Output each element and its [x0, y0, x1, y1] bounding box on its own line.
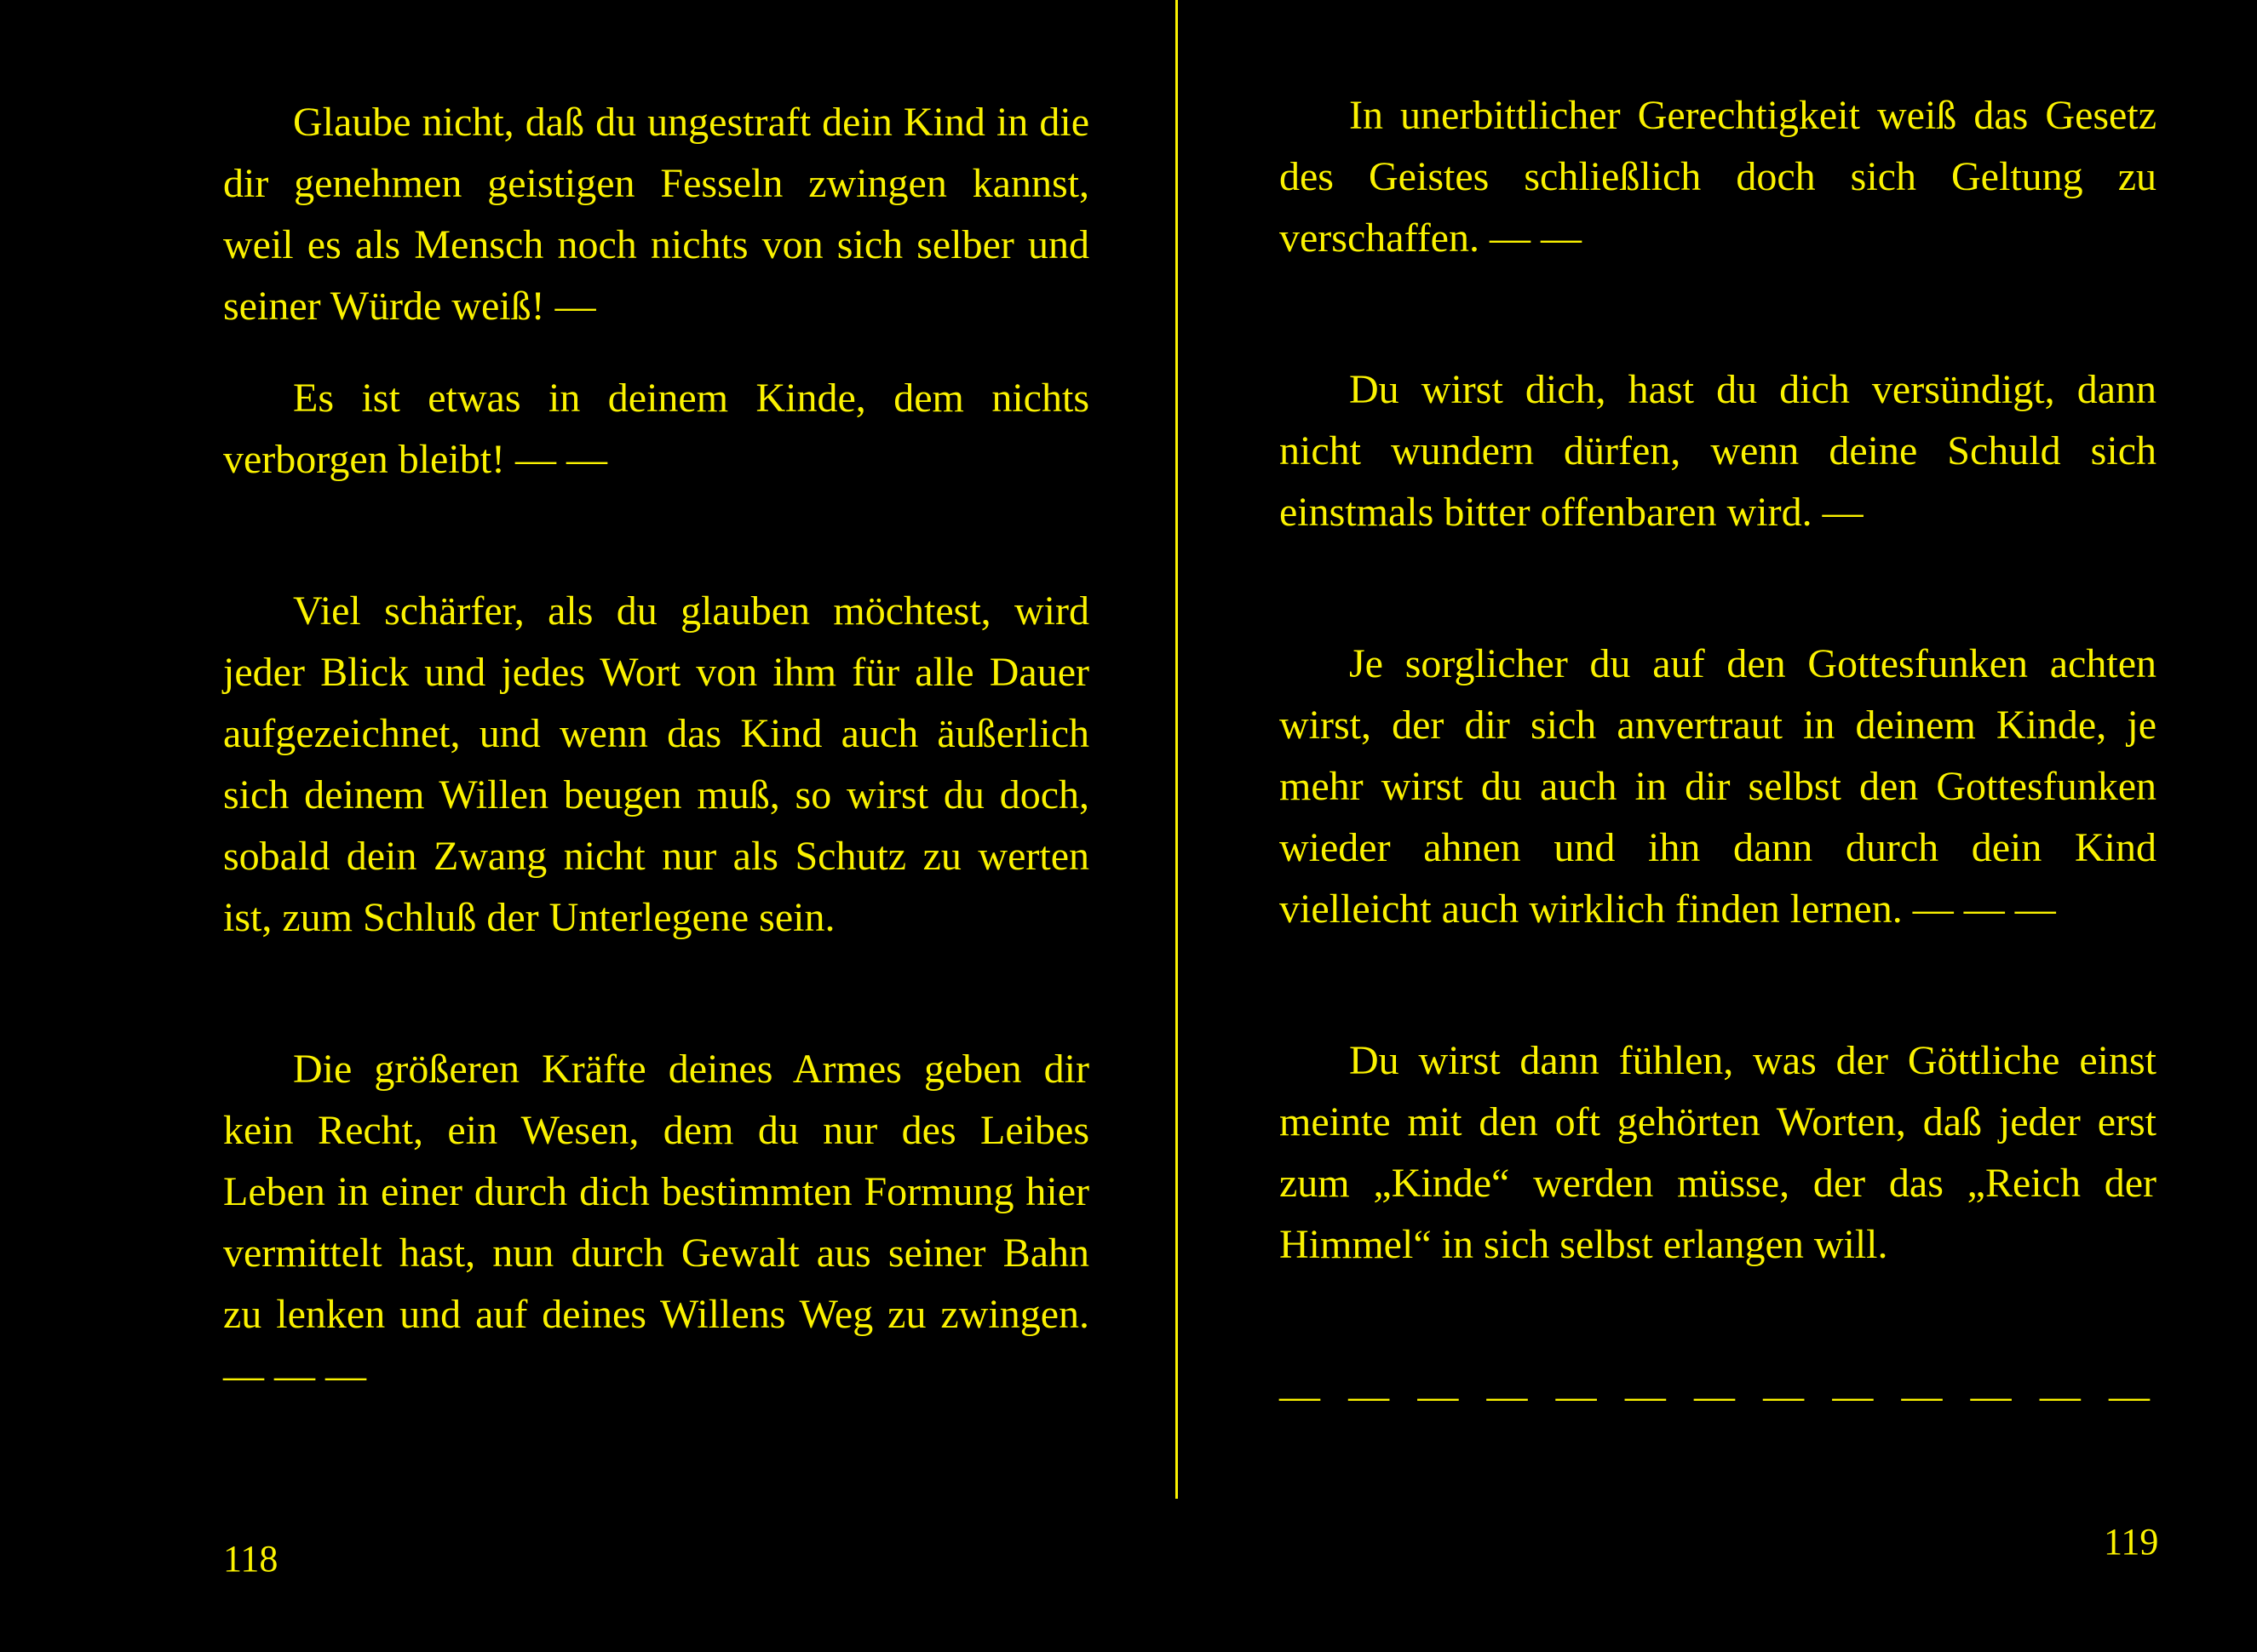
- right-paragraph-1: In unerbittlicher Gerechtigkeit weiß das Gesetz des Geistes schließlich doch sich Geltung zu verschaffen. — —: [1279, 93, 2156, 261]
- right-page: [1180, 0, 2257, 1652]
- left-paragraph-4: Die größeren Kräfte deines Armes geben dir kein Recht, ein Wesen, dem du nur des Leibes Leben in einer durch dich bestimmten Formung hier vermittelt hast, nun durch Gewalt aus seiner Bahn zu lenken und auf deines Willens Weg zu zwingen. — — —: [223, 1047, 1089, 1398]
- right-paragraph-3: Je sorglicher du auf den Gottesfunken achten wirst, der dir sich anvertraut in deinem Kinde, je mehr wirst du auch in dir selbst den Gottesfunken wieder ahnen und ihn dann durch dein Kind vielleicht auch wirklich finden lernen. — — —: [1279, 641, 2156, 932]
- book-gutter-line: [1175, 0, 1178, 1499]
- right-paragraph-2: Du wirst dich, hast du dich versündigt, dann nicht wundern dürfen, wenn deine Schuld sich einstmals bitter offenbaren wird. —: [1279, 367, 2156, 535]
- right-paragraph-4: Du wirst dann fühlen, was der Göttliche einst meinte mit den oft gehörten Worten, daß jeder erst zum „Kinde“ werden müsse, der das „Reich der Himmel“ in sich selbst erlangen will.: [1279, 1038, 2156, 1267]
- left-text-column: [223, 92, 1089, 1407]
- left-page-number: 118: [223, 1538, 279, 1580]
- right-text-column: [1279, 85, 2156, 1427]
- left-paragraph-3: Viel schärfer, als du glauben möchtest, wird jeder Blick und jedes Wort von ihm für alle Dauer aufgezeichnet, und wenn das Kind auch äußerlich sich deinem Willen beugen muß, so wirst du doch, sobald dein Zwang nicht nur als Schutz zu werten ist, zum Schluß der Unterlegene sein.: [223, 588, 1089, 940]
- closing-dash-rule: — — — — — — — — — — — — —: [1279, 1374, 2156, 1419]
- left-paragraph-2: Es ist etwas in deinem Kinde, dem nichts verborgen bleibt! — —: [223, 376, 1089, 482]
- right-page-number: 119: [2104, 1521, 2159, 1563]
- left-paragraph-1: Glaube nicht, daß du ungestraft dein Kind in die dir genehmen geistigen Fesseln zwingen kannst, weil es als Mensch noch nichts von sich selber und seiner Würde weiß! —: [223, 100, 1089, 329]
